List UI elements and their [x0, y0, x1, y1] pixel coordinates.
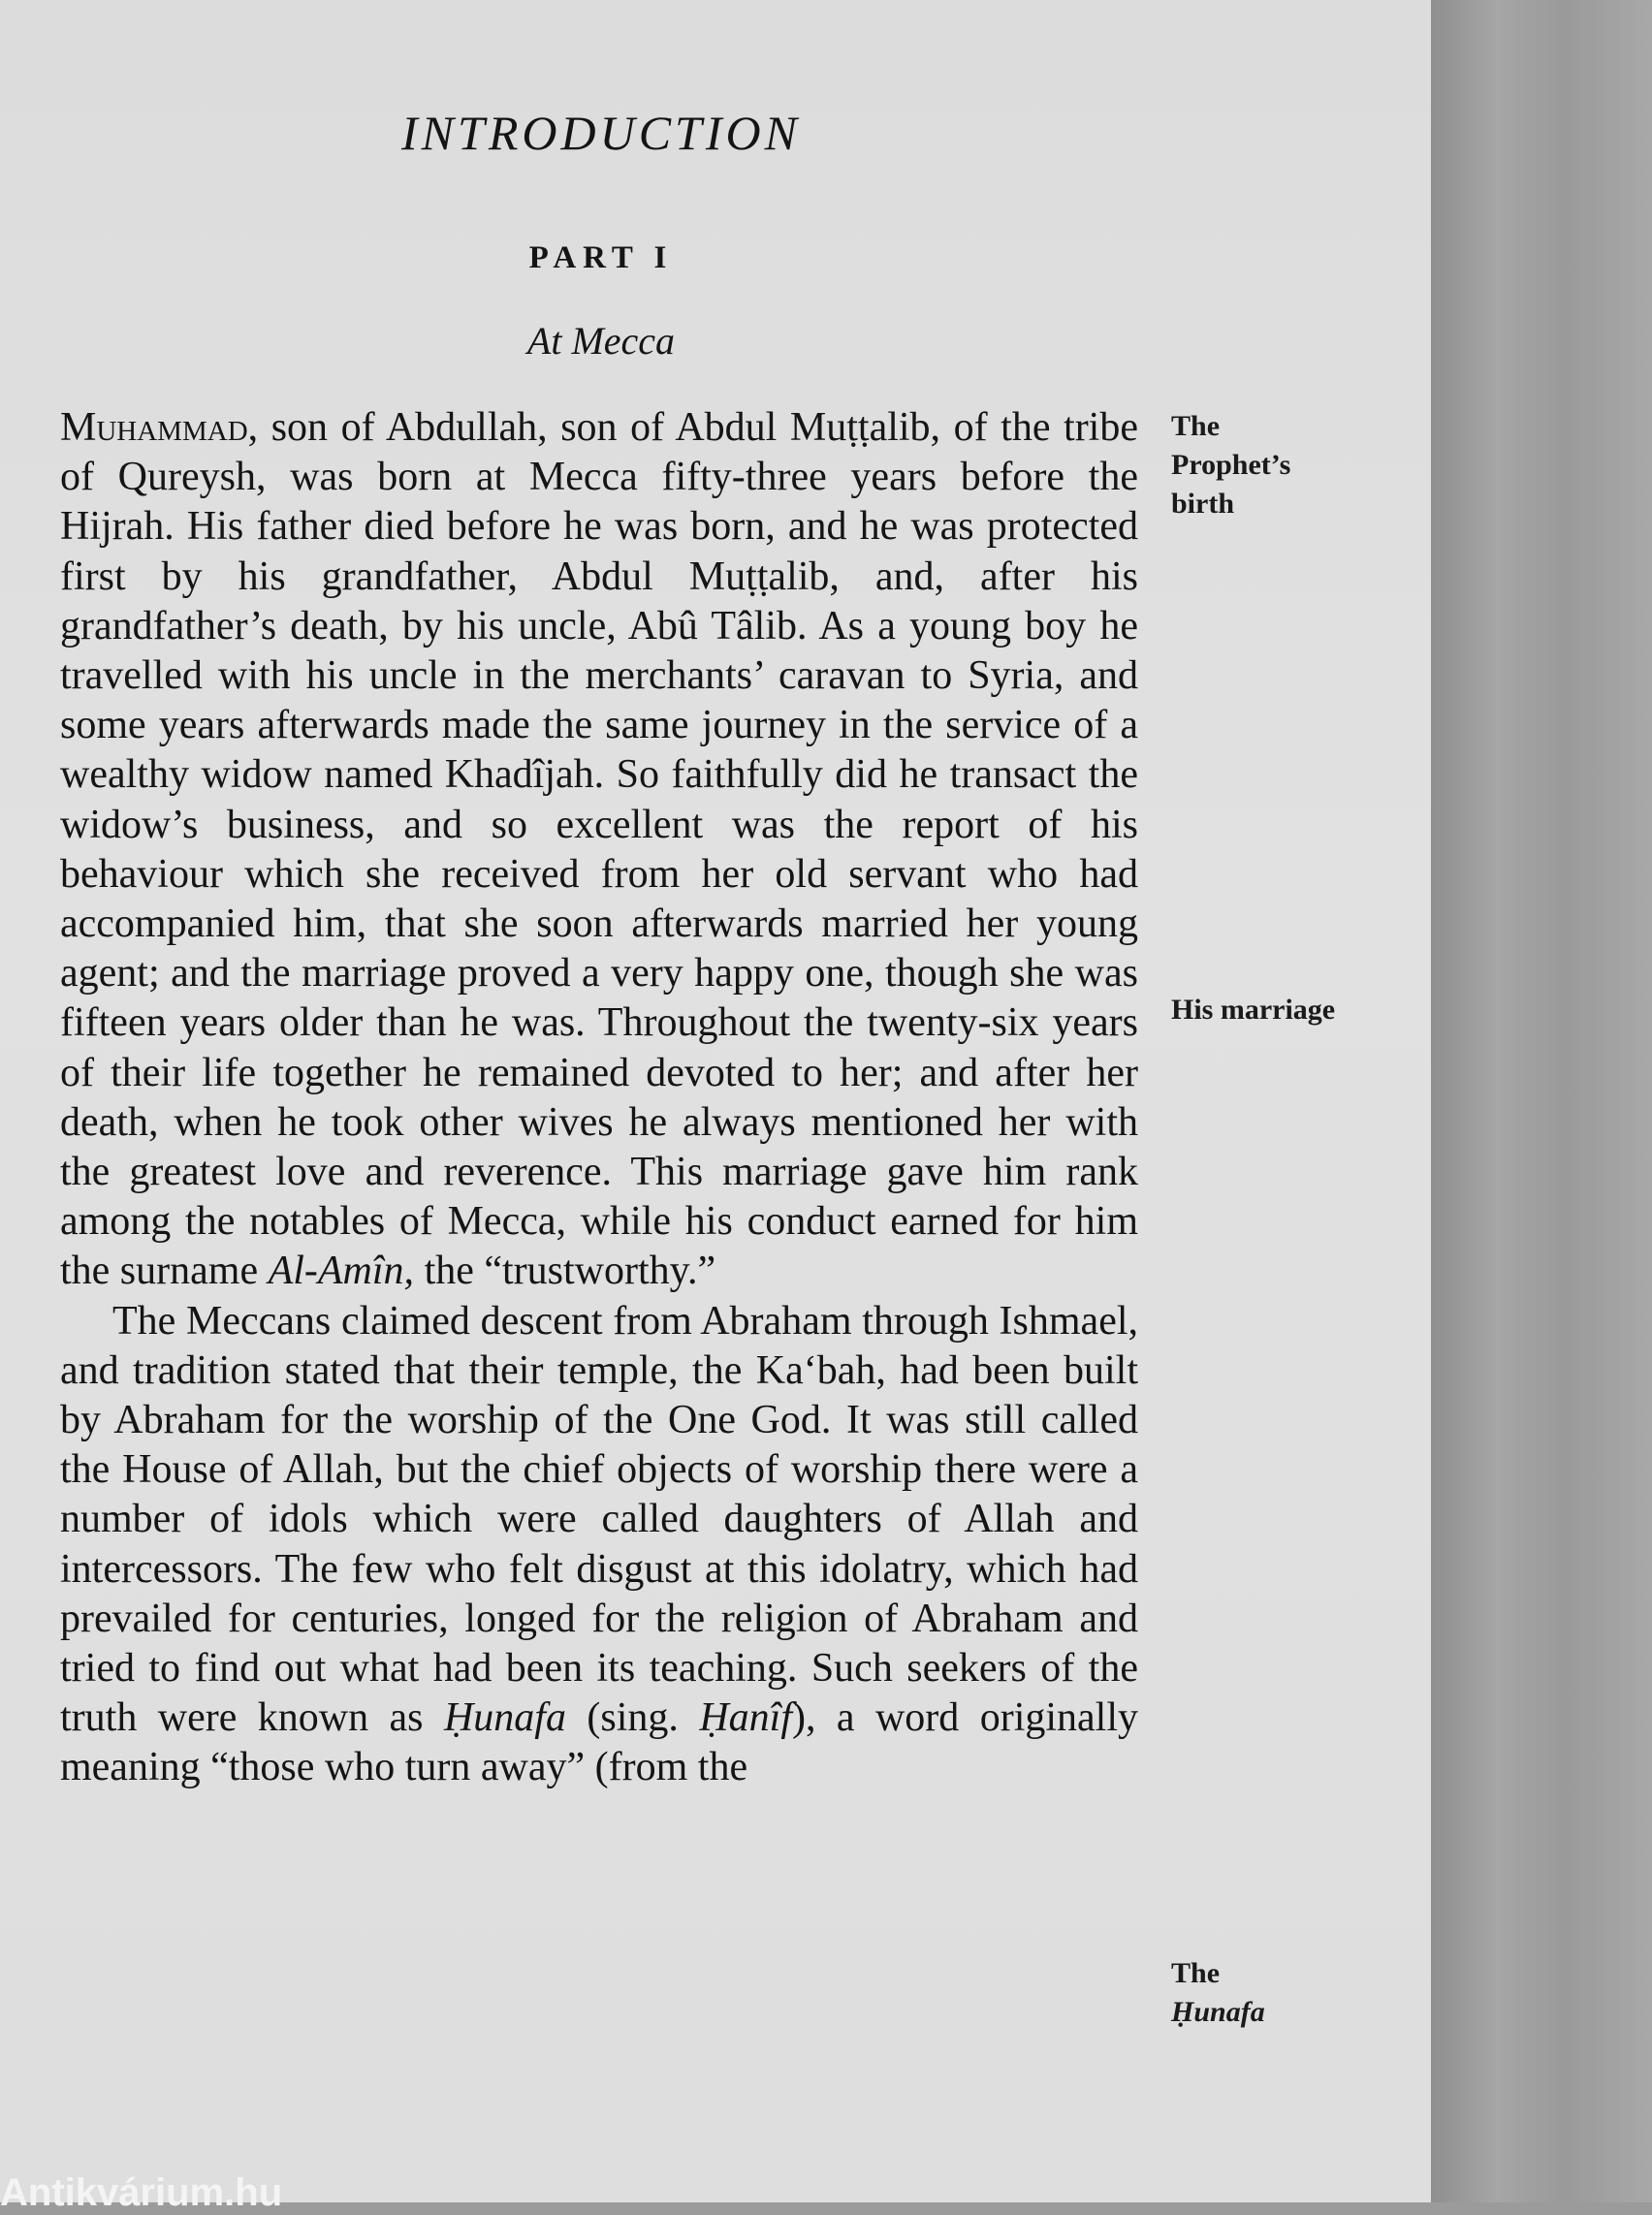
paragraph-2-tail: ), a word originally meaning “those who turn away” (from the — [60, 1695, 1139, 1790]
margin-note-birth: The Prophet’s birth — [1171, 410, 1291, 520]
paragraph-1-lead: Muhammad — [60, 405, 248, 450]
part-heading: PART I — [528, 240, 674, 275]
paragraph-1-emphasis: Al-Amîn, — [268, 1249, 415, 1294]
margin-note-hunafa-term: Ḥunafa — [1171, 1996, 1265, 2028]
body-text — [60, 403, 1138, 1793]
margin-note-hunafa-prefix: The — [1171, 1957, 1221, 1989]
margin-note-hunafa — [1171, 1954, 1346, 2032]
margin-note-marriage: His marriage — [1171, 994, 1336, 1026]
paragraph-1 — [60, 403, 1138, 1297]
scan-background-edge — [1431, 0, 1652, 2202]
paragraph-2-mid: (sing. — [565, 1695, 700, 1741]
section-subtitle: At Mecca — [526, 319, 676, 363]
paragraph-2-term-hanif: Ḥanîf — [699, 1695, 792, 1741]
watermark: Antikvárium.hu — [0, 2171, 283, 2214]
paragraph-2-body: The Meccans claimed descent from Abraham through Ishmael, and tradition stated that their temple, the Ka‘bah, had been built by Abraham for the worship of the One God. It was still called the House of Allah, but the chief objects of worship there were a number of idols which were called daughters of Allah and intercessors. The few who felt disgust at this idolatry, which had prevailed for centuries, longed for the religion of Abraham and tried to find out what had been its teaching. Such seekers of the truth were known as — [60, 1298, 1138, 1741]
page-title: INTRODUCTION — [401, 106, 801, 160]
paragraph-1-tail: the “trustworthy.” — [414, 1249, 716, 1294]
paragraph-2 — [60, 1297, 1138, 1793]
paragraph-2-term-hunafa: Ḥunafa — [443, 1695, 566, 1741]
paragraph-1-body: , son of Abdullah, son of Abdul Muṭṭalib, of the tribe of Qureysh, was born at Mecca fifty-three years before the Hijrah. His father died before he was born, and he was protected first by his grandfather, Abdul Muṭṭalib, and, after his grandfather’s death, by his uncle, Abû Tâlib. As a young boy he travelled with his uncle in the merchants’ caravan to Syria, and some years afterwards made the same journey in the service of a wealthy widow named Khadîjah. So faithfully did he transact the widow’s business, and so excellent was the report of his behaviour which she received from her old servant who had accompanied him, that she soon afterwards married her young agent; and the marriage proved a very happy one, though she was fifteen years older than he was. Throughout the twenty-six years of their life together he remained devoted to her; and after her death, when he took other wives he always mentioned her with the greatest love and reverence. This marriage gave him rank among the notables of Mecca, while his conduct earned for him the surname — [60, 405, 1138, 1294]
